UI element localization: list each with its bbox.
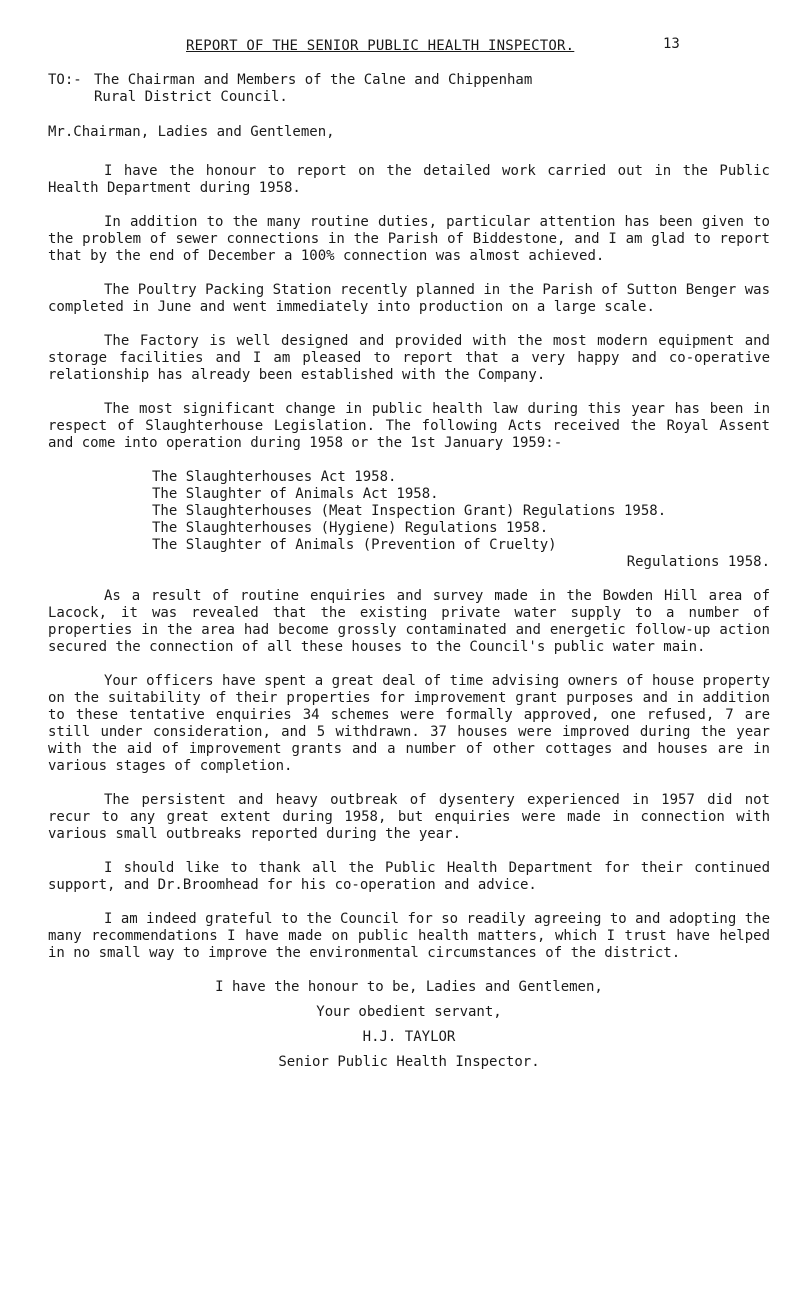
- addressee-line-1: The Chairman and Members of the Calne and Chippenham: [94, 72, 533, 88]
- paragraph-8: The persistent and heavy outbreak of dysentery experienced in 1957 did not recur to any great extent during 1958, but enquiries were made in connection with various small outbreaks reported during the year.: [48, 792, 770, 842]
- act-item: The Slaughter of Animals (Prevention of Cruelty): [152, 537, 557, 553]
- act-item: The Slaughterhouses (Hygiene) Regulations 1958.: [152, 520, 549, 536]
- report-title: REPORT OF THE SENIOR PUBLIC HEALTH INSPECTOR.: [186, 38, 575, 54]
- salutation: Mr.Chairman, Ladies and Gentlemen,: [48, 124, 335, 140]
- page-number: 13: [663, 36, 680, 52]
- paragraph-2: In addition to the many routine duties, particular attention has been given to the problem of sewer connections in the Parish of Biddestone, and I am glad to report that by the end of December a 100% connection was almost achieved.: [48, 214, 770, 264]
- act-item-continuation: Regulations 1958.: [626, 554, 770, 570]
- paragraph-6: As a result of routine enquiries and survey made in the Bowden Hill area of Lacock, it was revealed that the existing private water supply to a number of properties in the area had become grossly contaminated and energetic follow-up action secured the connection of all these houses to the Council's public water main.: [48, 588, 770, 655]
- paragraph-3: The Poultry Packing Station recently planned in the Parish of Sutton Benger was completed in June and went immediately into production on a large scale.: [48, 282, 770, 315]
- paragraph-5: The most significant change in public health law during this year has been in respect of Slaughterhouse Legislation. The following Acts received the Royal Assent and come into operation during 1958 or the 1st January 1959:-: [48, 401, 770, 451]
- paragraph-1: I have the honour to report on the detailed work carried out in the Public Health Department during 1958.: [48, 163, 770, 196]
- closing-block: [48, 979, 770, 1071]
- closing-line: I have the honour to be, Ladies and Gentlemen,: [215, 979, 603, 995]
- paragraph-9: I should like to thank all the Public Health Department for their continued support, and Dr.Broomhead for his co-operation and advice.: [48, 860, 770, 893]
- paragraph-4: The Factory is well designed and provided with the most modern equipment and storage facilities and I am pleased to report that a very happy and co-operative relationship has already been established with the Company.: [48, 333, 770, 383]
- closing-servant: Your obedient servant,: [316, 1004, 502, 1020]
- letter-body: [48, 124, 770, 1079]
- act-item: The Slaughter of Animals Act 1958.: [152, 486, 439, 502]
- acts-list: [152, 469, 770, 571]
- paragraph-7: Your officers have spent a great deal of time advising owners of house property on the suitability of their properties for improvement grant purposes and in addition to these tentative enquiries 34 schemes were formally approved, one refused, 7 are still under consideration, and 5 withdrawn. 37 houses were improved during the year with the aid of improvement grants and a number of other cottages and houses are in various stages of completion.: [48, 673, 770, 774]
- act-item: The Slaughterhouses Act 1958.: [152, 469, 397, 485]
- signatory-position: Senior Public Health Inspector.: [278, 1054, 540, 1070]
- signatory-name: H.J. TAYLOR: [362, 1029, 456, 1045]
- addressee-line-2: Rural District Council.: [94, 89, 288, 105]
- to-label: TO:-: [48, 72, 82, 88]
- act-item: The Slaughterhouses (Meat Inspection Grant) Regulations 1958.: [152, 503, 667, 519]
- page-header: [0, 38, 800, 58]
- paragraph-10: I am indeed grateful to the Council for so readily agreeing to and adopting the many recommendations I have made on public health matters, which I trust have helped in no small way to improve the environmental circumstances of the district.: [48, 911, 770, 961]
